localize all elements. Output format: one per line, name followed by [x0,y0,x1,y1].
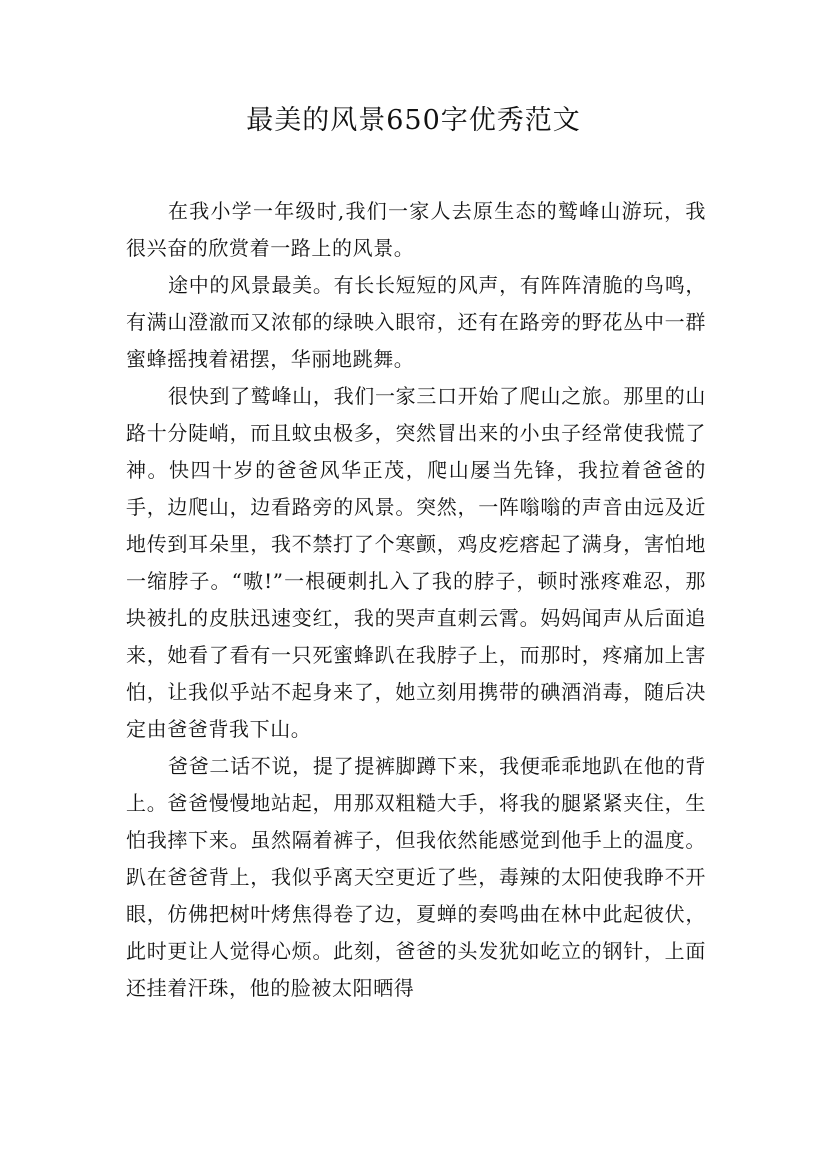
document-title: 最美的风景650字优秀范文 [246,105,581,136]
paragraph: 在我小学一年级时,我们一家人去原生态的鹫峰山游玩，我很兴奋的欣赏着一路上的风景。 [126,199,706,260]
paragraph: 爸爸二话不说，提了提裤脚蹲下来，我便乖乖地趴在他的背上。爸爸慢慢地站起，用那双粗糙大手，将我的腿紧紧夹住，生怕我摔下来。虽然隔着裤子，但我依然能感觉到他手上的温度。趴在爸爸背上，我似乎离天空更近了些，毒辣的太阳使我睁不开眼，仿佛把树叶烤焦得卷了边，夏蝉的奏鸣曲在林中此起彼伏，此时更让人觉得心烦。此刻，爸爸的头发犹如屹立的钢针，上面还挂着汗珠，他的脸被太阳晒得 [126,754,706,1000]
paragraph: 途中的风景最美。有长长短短的风声，有阵阵清脆的鸟鸣，有满山澄澈而又浓郁的绿映入眼帘，还有在路旁的野花丛中一群蜜蜂摇拽着裙摆，华丽地跳舞。 [126,273,706,371]
document-body [126,193,706,1007]
paragraph: 很快到了鹫峰山，我们一家三口开始了爬山之旅。那里的山路十分陡峭，而且蚊虫极多，突然冒出来的小虫子经常使我慌了神。快四十岁的爸爸风华正茂，爬山屡当先锋，我拉着爸爸的手，边爬山，边看路旁的风景。突然，一阵嗡嗡的声音由远及近地传到耳朵里，我不禁打了个寒颤，鸡皮疙瘩起了满身，害怕地一缩脖子。“嗷!”一根硬刺扎入了我的脖子，顿时涨疼难忍，那块被扎的皮肤迅速变红，我的哭声直刺云霄。妈妈闻声从后面追来，她看了看有一只死蜜蜂趴在我脖子上，而那时，疼痛加上害怕，让我似乎站不起身来了，她立刻用携带的碘酒消毒，随后决定由爸爸背我下山。 [126,384,706,741]
